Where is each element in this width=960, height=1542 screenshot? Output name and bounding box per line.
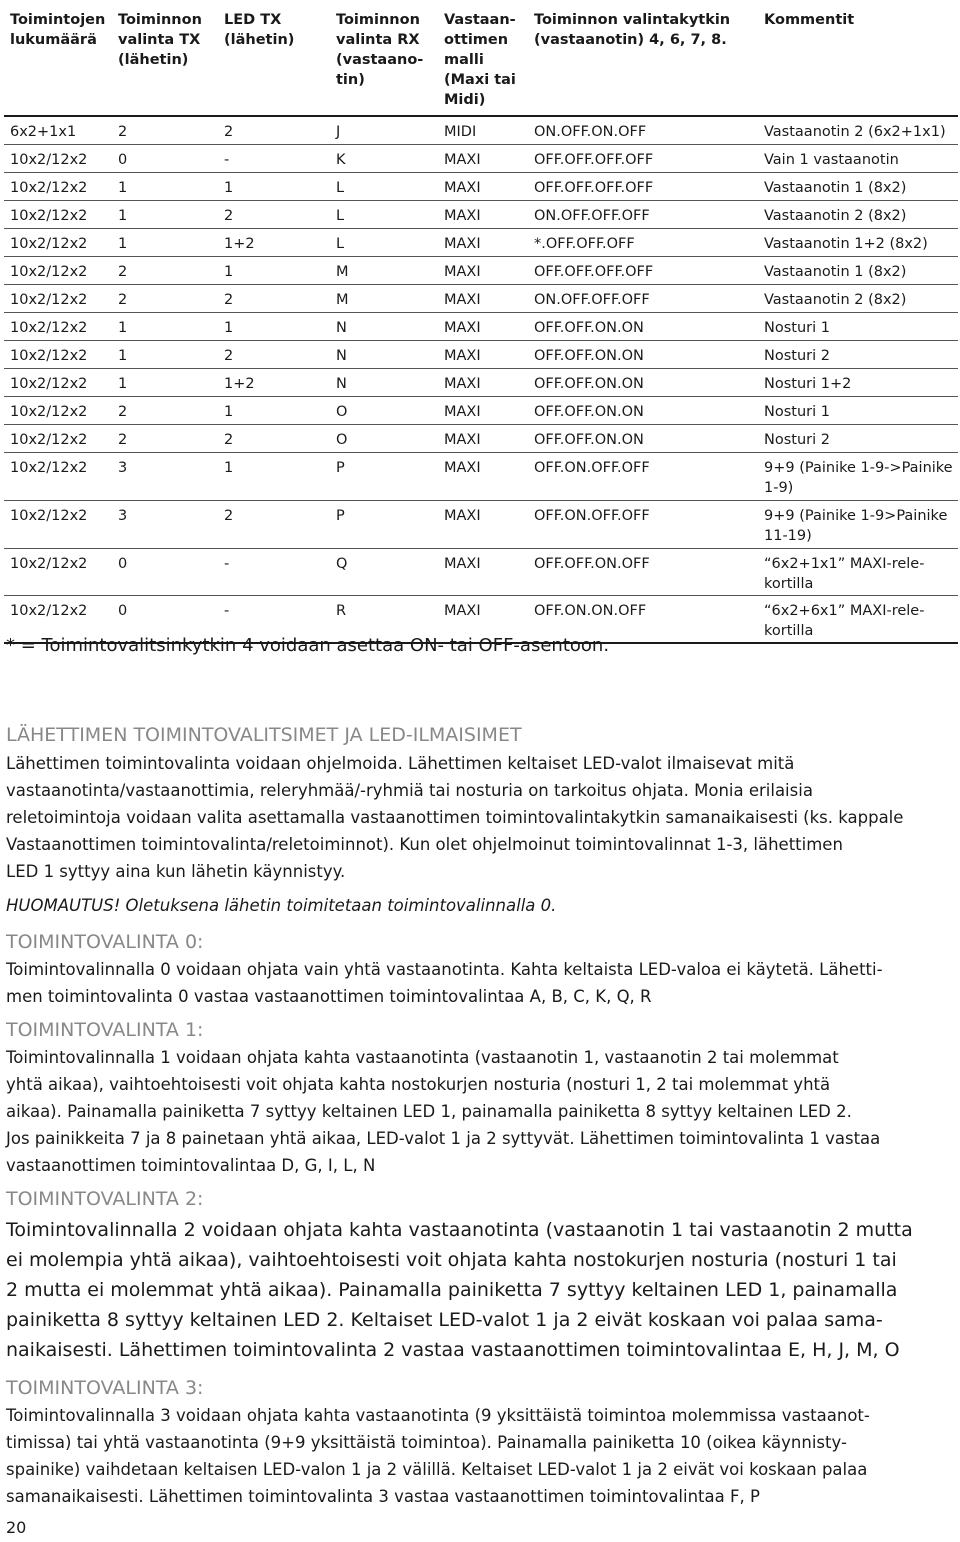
table-row xyxy=(4,453,958,501)
table-cell: Nosturi 1 xyxy=(764,320,830,336)
table-cell: 3 xyxy=(118,508,128,524)
table-cell: 2 xyxy=(118,264,128,280)
table-cell: OFF.ON.OFF.OFF xyxy=(534,460,650,476)
table-cell: 1 xyxy=(118,348,128,364)
table-cell: 2 xyxy=(224,208,234,224)
table-cell: Vain 1 vastaanotin xyxy=(764,152,899,168)
table-cell: 1 xyxy=(224,180,234,196)
table-cell: R xyxy=(336,603,347,619)
table-cell: MAXI xyxy=(444,432,481,448)
table-cell: 10x2/12x2 xyxy=(10,508,88,524)
text-line: naikaisesti. Lähettimen toimintovalinta 2 vastaa vastaanottimen toimintovalintaa E, H, J, M, O xyxy=(6,1339,900,1361)
column-header: LED TX (lähetin) xyxy=(224,12,295,48)
table-cell: Nosturi 2 xyxy=(764,432,830,448)
table-cell: OFF.ON.OFF.OFF xyxy=(534,508,650,524)
table-cell: 0 xyxy=(118,556,128,572)
text-line: Toimintovalinnalla 3 voidaan ohjata kahta vastaanotinta (9 yksittäistä toimintoa molemmissa vastaanot- xyxy=(6,1406,870,1425)
table-cell: 9+9 (Painike 1-9->Painike 1-9) xyxy=(764,460,953,496)
table-cell: L xyxy=(336,208,345,224)
table-body xyxy=(4,117,958,644)
table-cell: 2 xyxy=(224,348,234,364)
table-cell: 10x2/12x2 xyxy=(10,348,88,364)
column-header: Toiminnon valinta RX (vastaano- tin) xyxy=(336,12,424,88)
table-cell: MAXI xyxy=(444,152,481,168)
table-cell: 1 xyxy=(224,460,234,476)
table-cell: 6x2+1x1 xyxy=(10,124,77,140)
table-cell: 1 xyxy=(118,376,128,392)
table-cell: 10x2/12x2 xyxy=(10,208,88,224)
table-cell: M xyxy=(336,264,349,280)
table-cell: P xyxy=(336,460,345,476)
table-cell: L xyxy=(336,180,345,196)
table-cell: - xyxy=(224,556,230,572)
text-line: Jos painikkeita 7 ja 8 painetaan yhtä aikaa, LED-valot 1 ja 2 syttyvät. Lähettimen toimintovalinta 1 vastaa xyxy=(6,1129,881,1148)
table-row xyxy=(4,201,958,229)
table-cell: 9+9 (Painike 1-9>Painike 11-19) xyxy=(764,508,948,544)
table-cell: 10x2/12x2 xyxy=(10,432,88,448)
table-cell: OFF.OFF.OFF.OFF xyxy=(534,264,654,280)
text-line: samanaikaisesti. Lähettimen toimintovalinta 3 vastaa vastaanottimen toimintovalintaa F, P xyxy=(6,1487,760,1506)
table-cell: “6x2+1x1” MAXI-rele- kortilla xyxy=(764,556,925,592)
table-cell: 10x2/12x2 xyxy=(10,152,88,168)
table-cell: 2 xyxy=(118,432,128,448)
table-row xyxy=(4,549,958,596)
text-line: spainike) vaihdetaan keltaisen LED-valon 1 ja 2 välillä. Keltaiset LED-valot 1 ja 2 eivät voi koskaan palaa xyxy=(6,1460,868,1479)
table-cell: OFF.OFF.OFF.OFF xyxy=(534,180,654,196)
table-cell: Vastaanotin 2 (8x2) xyxy=(764,292,907,308)
text-line: timissa) tai yhtä vastaanotinta (9+9 yksittäistä toimintoa). Painamalla painiketta 10 (oikea käynnisty- xyxy=(6,1433,847,1452)
table-cell: 1+2 xyxy=(224,376,255,392)
table-cell: N xyxy=(336,320,347,336)
table-cell: 1 xyxy=(118,236,128,252)
table-cell: OFF.OFF.ON.ON xyxy=(534,348,644,364)
table-cell: N xyxy=(336,348,347,364)
table-cell: Vastaanotin 1+2 (8x2) xyxy=(764,236,928,252)
table-cell: 10x2/12x2 xyxy=(10,236,88,252)
function-table xyxy=(4,6,958,639)
table-header xyxy=(4,6,958,110)
table-cell: MAXI xyxy=(444,180,481,196)
table-cell: 10x2/12x2 xyxy=(10,556,88,572)
text-line: vastaanottimen toimintovalintaa D, G, I, L, N xyxy=(6,1156,376,1175)
table-cell: MAXI xyxy=(444,404,481,420)
table-cell: 10x2/12x2 xyxy=(10,376,88,392)
table-cell: OFF.OFF.ON.ON xyxy=(534,320,644,336)
text-line: painiketta 8 syttyy keltainen LED 2. Keltaiset LED-valot 1 ja 2 eivät koskaan voi palaa sama- xyxy=(6,1309,883,1331)
table-cell: M xyxy=(336,292,349,308)
text-line: reletoimintoja voidaan valita asettamalla vastaanottimen toimintovalintakytkin samanaikaisesti (ks. kappale xyxy=(6,808,904,827)
table-cell: Vastaanotin 2 (8x2) xyxy=(764,208,907,224)
section-heading-2: TOIMINTOVALINTA 2: xyxy=(6,1188,204,1210)
table-cell: 1+2 xyxy=(224,236,255,252)
table-row xyxy=(4,229,958,257)
table-footnote: * = Toimintovalitsinkytkin 4 voidaan asettaa ON- tai OFF-asentoon. xyxy=(6,635,610,656)
table-cell: 10x2/12x2 xyxy=(10,603,88,619)
table-row xyxy=(4,341,958,369)
table-cell: MAXI xyxy=(444,320,481,336)
table-cell: OFF.ON.ON.OFF xyxy=(534,603,647,619)
table-cell: MAXI xyxy=(444,603,481,619)
table-cell: ON.OFF.OFF.OFF xyxy=(534,208,650,224)
table-cell: 10x2/12x2 xyxy=(10,460,88,476)
table-cell: MAXI xyxy=(444,292,481,308)
table-cell: MAXI xyxy=(444,556,481,572)
table-cell: 10x2/12x2 xyxy=(10,292,88,308)
table-cell: OFF.OFF.ON.OFF xyxy=(534,556,650,572)
table-cell: 3 xyxy=(118,460,128,476)
table-cell: 1 xyxy=(224,320,234,336)
text-line: Lähettimen toimintovalinta voidaan ohjelmoida. Lähettimen keltaiset LED-valot ilmaisevat mitä xyxy=(6,754,795,773)
text-line: vastaanotinta/vastaanottimia, releryhmää/-ryhmiä tai nosturia on tarkoitus ohjata. Monia erilaisia xyxy=(6,781,813,800)
table-cell: ON.OFF.ON.OFF xyxy=(534,124,647,140)
column-header: Toiminnon valintakytkin (vastaanotin) 4, 6, 7, 8. xyxy=(534,12,731,48)
table-cell: OFF.OFF.ON.ON xyxy=(534,376,644,392)
text-line: yhtä aikaa), vaihtoehtoisesti voit ohjata kahta nostokurjen nosturia (nosturi 1, 2 tai molemmat yhtä xyxy=(6,1075,831,1094)
table-row xyxy=(4,257,958,285)
text-line: aikaa). Painamalla painiketta 7 syttyy keltainen LED 1, painamalla painiketta 8 syttyy keltainen LED 2. xyxy=(6,1102,852,1121)
table-cell: 2 xyxy=(118,292,128,308)
table-cell: 1 xyxy=(118,320,128,336)
table-cell: MAXI xyxy=(444,236,481,252)
table-cell: 10x2/12x2 xyxy=(10,404,88,420)
text-line: ei molempia yhtä aikaa), vaihtoehtoisesti voit ohjata kahta nostokurjen nosturia (nosturi 1 tai xyxy=(6,1249,897,1271)
table-cell: 2 xyxy=(224,432,234,448)
table-cell: N xyxy=(336,376,347,392)
section-main-text xyxy=(6,750,958,885)
table-cell: Nosturi 2 xyxy=(764,348,830,364)
text-line: men toimintovalinta 0 vastaa vastaanottimen toimintovalintaa A, B, C, K, Q, R xyxy=(6,987,652,1006)
table-cell: Vastaanotin 1 (8x2) xyxy=(764,264,907,280)
table-cell: 2 xyxy=(224,292,234,308)
table-cell: 0 xyxy=(118,152,128,168)
text-line: 2 mutta ei molemmat yhtä aikaa). Painamalla painiketta 7 syttyy keltainen LED 1, painamalla xyxy=(6,1279,898,1301)
table-cell: 0 xyxy=(118,603,128,619)
table-cell: *.OFF.OFF.OFF xyxy=(534,236,635,252)
table-cell: L xyxy=(336,236,345,252)
column-header: Toimintojen lukumäärä xyxy=(10,12,106,48)
table-cell: 10x2/12x2 xyxy=(10,320,88,336)
section-heading-0: TOIMINTOVALINTA 0: xyxy=(6,931,204,953)
table-row xyxy=(4,145,958,173)
section-heading-main: LÄHETTIMEN TOIMINTOVALITSIMET JA LED-ILMAISIMET xyxy=(6,724,522,746)
section-text-3 xyxy=(6,1402,958,1510)
table-cell: 2 xyxy=(224,508,234,524)
table-cell: MAXI xyxy=(444,508,481,524)
text-line: Vastaanottimen toimintovalinta/reletoiminnot). Kun olet ohjelmoinut toimintovalinnat 1-3, lähettimen xyxy=(6,835,843,854)
table-cell: 2 xyxy=(224,124,234,140)
column-header: Vastaan- ottimen malli (Maxi tai Midi) xyxy=(444,12,516,108)
table-cell: 1 xyxy=(118,208,128,224)
section-heading-1: TOIMINTOVALINTA 1: xyxy=(6,1019,204,1041)
table-cell: O xyxy=(336,404,348,420)
table-cell: OFF.OFF.ON.ON xyxy=(534,432,644,448)
table-cell: 2 xyxy=(118,124,128,140)
table-row xyxy=(4,313,958,341)
section-heading-3: TOIMINTOVALINTA 3: xyxy=(6,1377,204,1399)
table-row xyxy=(4,173,958,201)
table-cell: K xyxy=(336,152,346,168)
table-cell: Q xyxy=(336,556,348,572)
table-cell: P xyxy=(336,508,345,524)
table-row xyxy=(4,397,958,425)
table-cell: 10x2/12x2 xyxy=(10,180,88,196)
section-text-2 xyxy=(6,1215,958,1365)
table-cell: MAXI xyxy=(444,208,481,224)
table-cell: 1 xyxy=(224,404,234,420)
table-cell: “6x2+6x1” MAXI-rele- kortilla xyxy=(764,603,925,639)
table-cell: - xyxy=(224,152,230,168)
table-row xyxy=(4,501,958,549)
table-cell: Nosturi 1+2 xyxy=(764,376,852,392)
table-cell: 1 xyxy=(224,264,234,280)
text-line: Toimintovalinnalla 1 voidaan ohjata kahta vastaanotinta (vastaanotin 1, vastaanotin 2 tai molemmat xyxy=(6,1048,839,1067)
table-cell: Vastaanotin 1 (8x2) xyxy=(764,180,907,196)
table-cell: MIDI xyxy=(444,124,477,140)
section-text-0 xyxy=(6,956,958,1010)
table-cell: ON.OFF.OFF.OFF xyxy=(534,292,650,308)
table-cell: MAXI xyxy=(444,348,481,364)
table-row xyxy=(4,285,958,313)
section-text-1 xyxy=(6,1044,958,1179)
page-number: 20 xyxy=(6,1518,27,1537)
table-cell: OFF.OFF.ON.ON xyxy=(534,404,644,420)
table-cell: MAXI xyxy=(444,376,481,392)
table-row xyxy=(4,425,958,453)
table-cell: MAXI xyxy=(444,460,481,476)
table-cell: MAXI xyxy=(444,264,481,280)
table-cell: 2 xyxy=(118,404,128,420)
table-cell: Vastaanotin 2 (6x2+1x1) xyxy=(764,124,946,140)
table-row xyxy=(4,369,958,397)
text-line: Toimintovalinnalla 0 voidaan ohjata vain yhtä vastaanotinta. Kahta keltaista LED-valoa ei käytetä. Lähetti- xyxy=(6,960,883,979)
text-line: LED 1 syttyy aina kun lähetin käynnistyy. xyxy=(6,862,346,881)
table-cell: O xyxy=(336,432,348,448)
table-cell: 10x2/12x2 xyxy=(10,264,88,280)
note-text: HUOMAUTUS! Oletuksena lähetin toimitetaan toimintovalinnalla 0. xyxy=(6,896,557,915)
text-line: Toimintovalinnalla 2 voidaan ohjata kahta vastaanotinta (vastaanotin 1 tai vastaanotin 2 mutta xyxy=(6,1219,913,1241)
column-header: Toiminnon valinta TX (lähetin) xyxy=(118,12,202,68)
table-cell: Nosturi 1 xyxy=(764,404,830,420)
table-cell: OFF.OFF.OFF.OFF xyxy=(534,152,654,168)
table-cell: - xyxy=(224,603,230,619)
table-row xyxy=(4,117,958,145)
table-cell: 1 xyxy=(118,180,128,196)
table-cell: J xyxy=(336,124,341,140)
column-header: Kommentit xyxy=(764,12,855,28)
